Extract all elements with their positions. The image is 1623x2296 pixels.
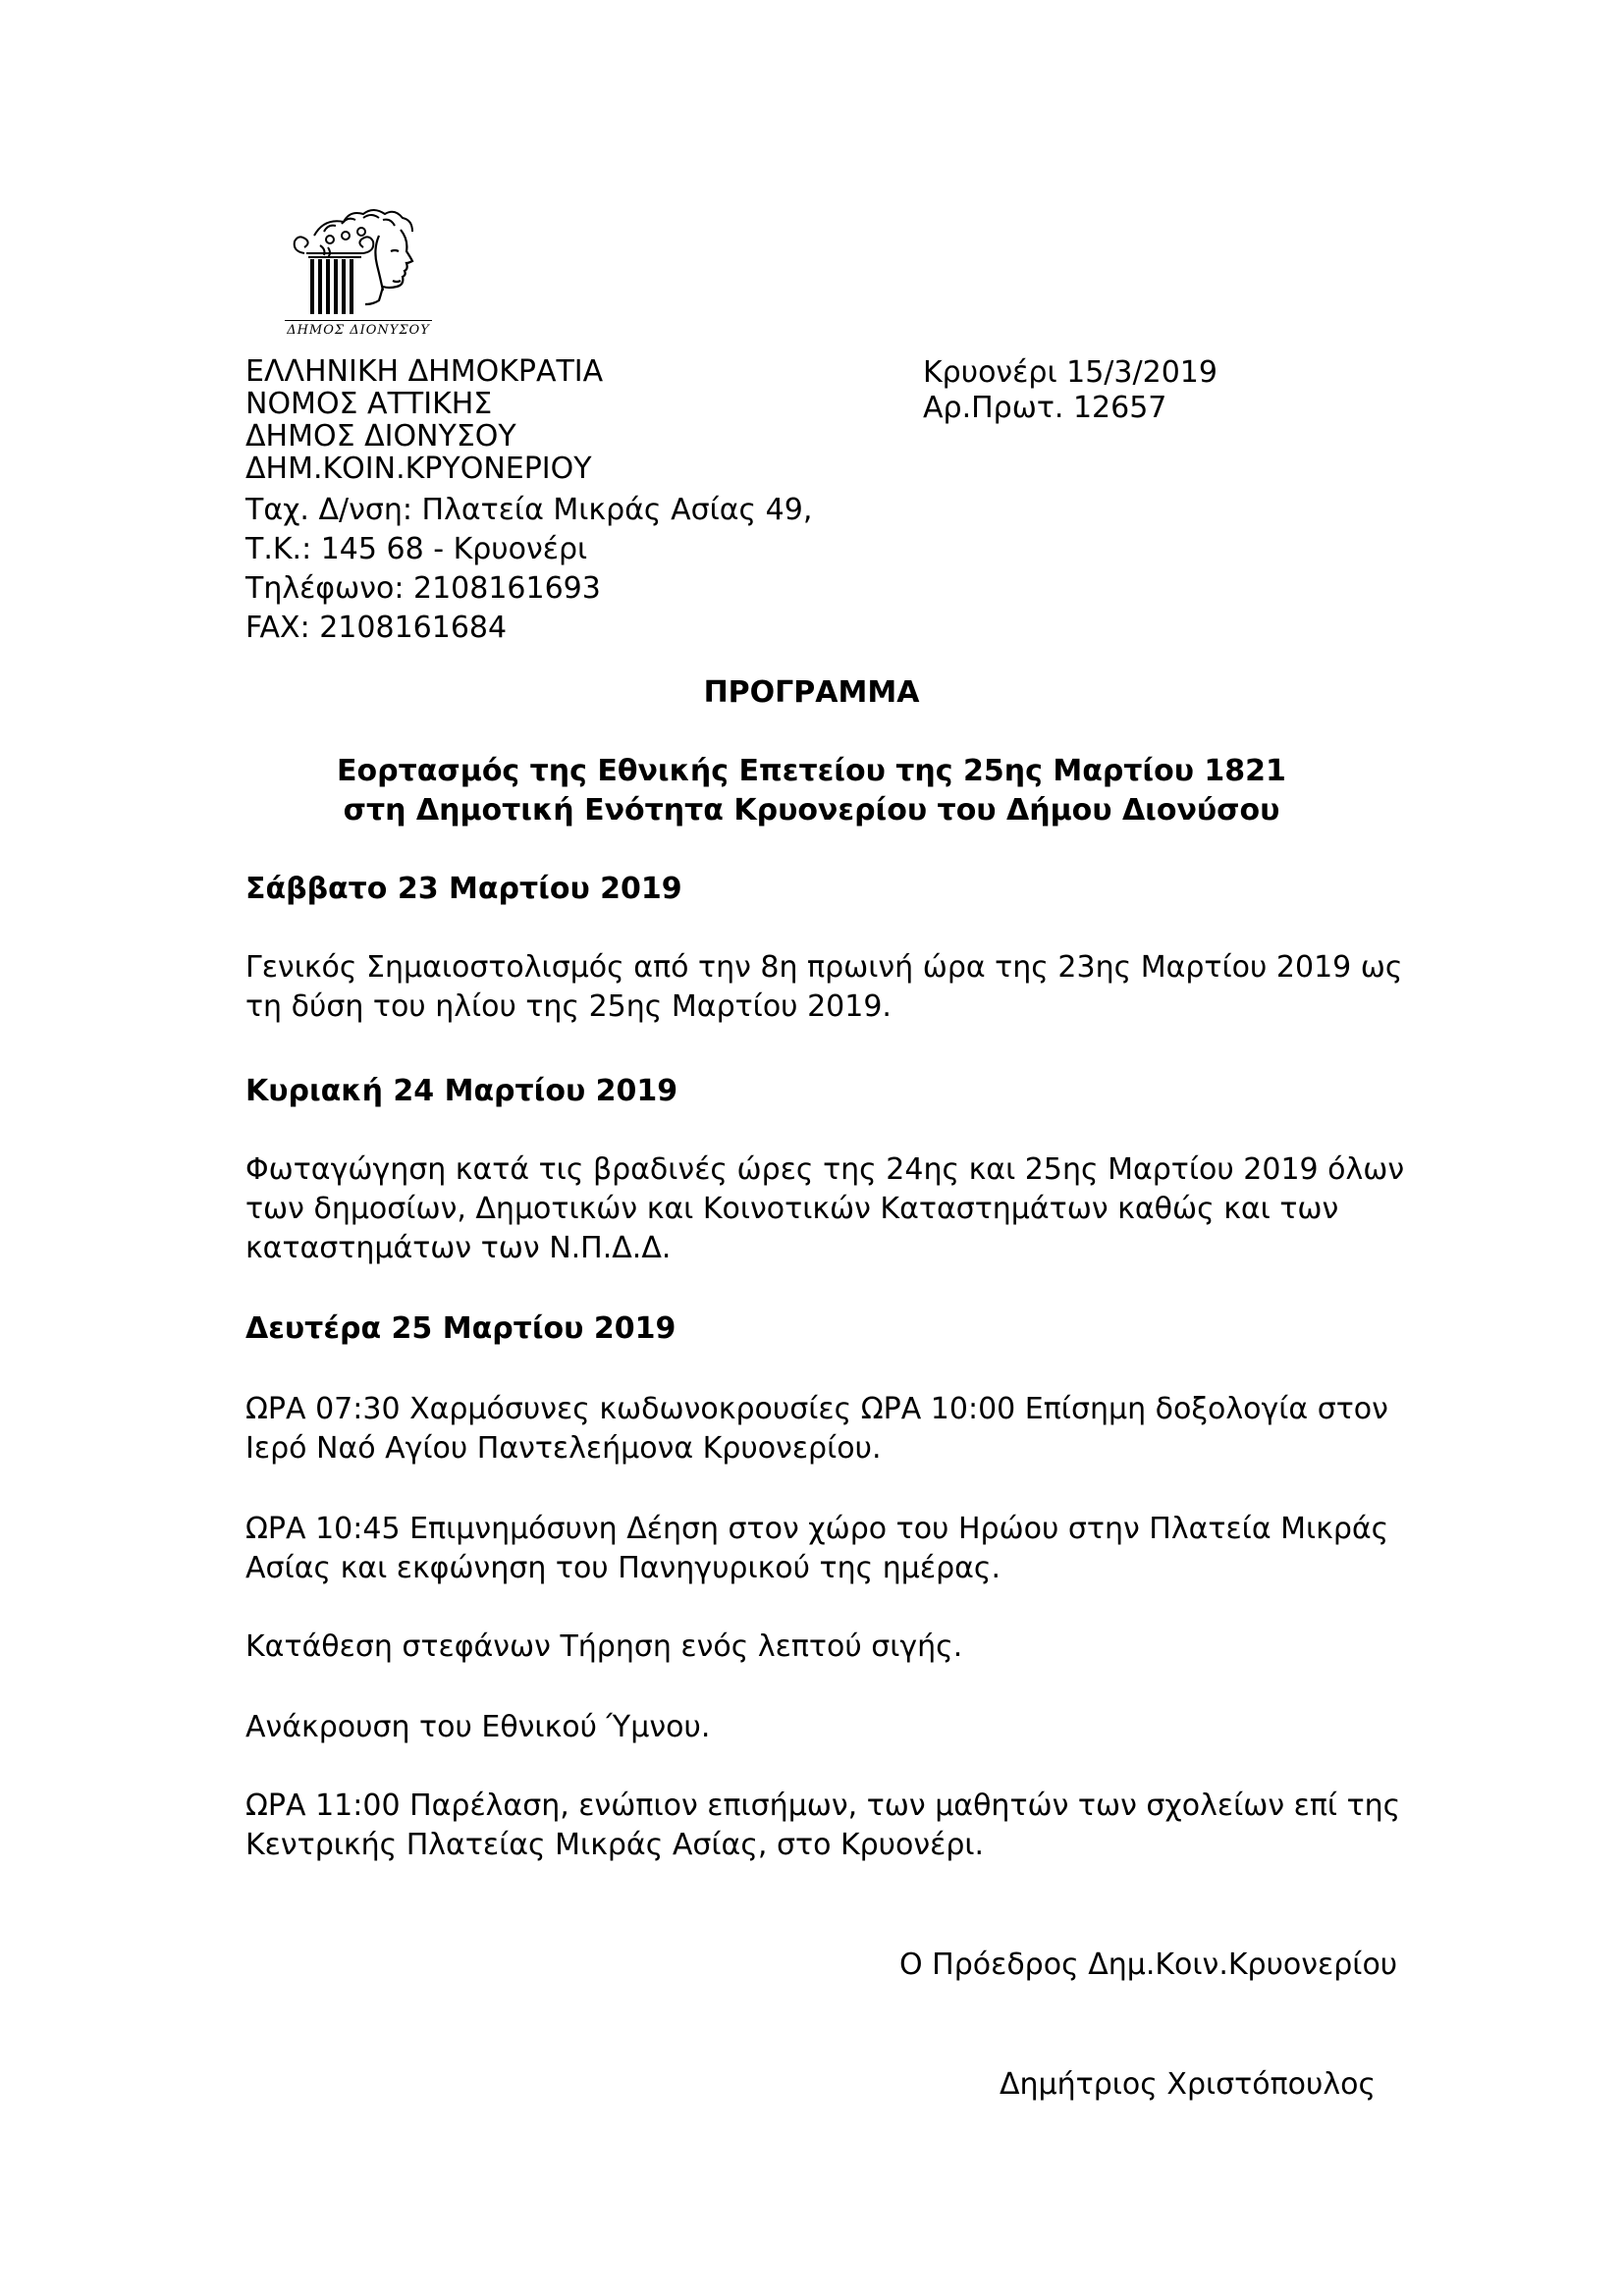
- paragraph-line: Ιερό Ναό Αγίου Παντελεήμονα Κρυονερίου.: [245, 1431, 882, 1466]
- sender-phone: Τηλέφωνο: 2108161693: [245, 571, 601, 606]
- dionysus-head-emblem-icon: [285, 196, 432, 318]
- paragraph-line: Ασίας και εκφώνηση του Πανηγυρικού της ημέρας.: [245, 1551, 1001, 1585]
- subtitle-line-1: Εορτασμός της Εθνικής Επετείου της 25ης Μαρτίου 1821: [337, 754, 1286, 788]
- section-heading-sunday: Κυριακή 24 Μαρτίου 2019: [245, 1074, 678, 1108]
- paragraph-line: ΩΡΑ 07:30 Χαρμόσυνες κωδωνοκρουσίες ΩΡΑ 10:00 Επίσημη δοξολογία στον: [245, 1392, 1388, 1426]
- sender-country: ΕΛΛΗΝΙΚΗ ΔΗΜΟΚΡΑΤΙΑ: [245, 354, 604, 389]
- paragraph-monday-wreaths: Κατάθεση στεφάνων Τήρηση ενός λεπτού σιγής.: [245, 1629, 963, 1664]
- paragraph-saturday: [245, 948, 1403, 1027]
- paragraph-line: Γενικός Σημαιοστολισμός από την 8η πρωινή ώρα της 23ης Μαρτίου 2019 ως: [245, 950, 1403, 985]
- paragraph-line: Κεντρικής Πλατείας Μικράς Ασίας, στο Κρυονέρι.: [245, 1828, 985, 1862]
- sender-block: [245, 355, 812, 648]
- document-date: Κρυονέρι 15/3/2019: [923, 355, 1217, 390]
- subtitle-line-2: στη Δημοτική Ενότητα Κρυονερίου του Δήμου Διονύσου: [343, 793, 1280, 828]
- sender-contact: [245, 491, 812, 648]
- paragraph-line: καταστημάτων των Ν.Π.Δ.Δ.: [245, 1231, 672, 1265]
- paragraph-monday-anthem: Ανάκρουση του Εθνικού Ύμνου.: [245, 1710, 711, 1744]
- sender-postal-code: Τ.Κ.: 145 68 - Κρυονέρι: [245, 532, 588, 566]
- paragraph-line: ΩΡΑ 10:45 Επιμνημόσυνη Δέηση στον χώρο του Ηρώου στην Πλατεία Μικράς: [245, 1512, 1389, 1546]
- sender-address: Ταχ. Δ/νση: Πλατεία Μικράς Ασίας 49,: [245, 493, 813, 527]
- paragraph-line: τη δύση του ηλίου της 25ης Μαρτίου 2019.: [245, 989, 892, 1024]
- document-subtitle: [0, 752, 1623, 830]
- paragraph-monday-morning: [245, 1390, 1388, 1468]
- section-heading-monday: Δευτέρα 25 Μαρτίου 2019: [245, 1311, 676, 1346]
- date-reference-block: [923, 355, 1217, 426]
- paragraph-line: των δημοσίων, Δημοτικών και Κοινοτικών Καταστημάτων καθώς και των: [245, 1192, 1339, 1226]
- paragraph-sunday: [245, 1150, 1404, 1268]
- section-heading-saturday: Σάββατο 23 Μαρτίου 2019: [245, 872, 682, 906]
- sender-community: ΔΗΜ.ΚΟΙΝ.ΚΡΥΟΝΕΡΙΟΥ: [245, 452, 592, 486]
- sender-fax: FAX: 2108161684: [245, 611, 508, 645]
- signature-name: Δημήτριος Χριστόπουλος: [1000, 2067, 1377, 2102]
- sender-prefecture: ΝΟΜΟΣ ΑΤΤΙΚΗΣ: [245, 387, 493, 421]
- paragraph-monday-parade: [245, 1787, 1400, 1865]
- municipality-logo: [285, 196, 432, 344]
- protocol-number: Αρ.Πρωτ. 12657: [923, 391, 1167, 425]
- paragraph-line: ΩΡΑ 11:00 Παρέλαση, ενώπιον επισήμων, των μαθητών των σχολείων επί της: [245, 1789, 1401, 1823]
- document-title: ΠΡΟΓΡΑΜΜΑ: [703, 675, 920, 710]
- paragraph-line: Φωταγώγηση κατά τις βραδινές ώρες της 24ης και 25ης Μαρτίου 2019 όλων: [245, 1152, 1405, 1187]
- signature-role: Ο Πρόεδρος Δημ.Κοιν.Κρυονερίου: [899, 1948, 1398, 1982]
- sender-municipality: ΔΗΜΟΣ ΔΙΟΝΥΣΟΥ: [245, 419, 516, 454]
- logo-caption: ΔΗΜΟΣ ΔΙΟΝΥΣΟΥ: [285, 320, 432, 338]
- paragraph-monday-memorial: [245, 1510, 1388, 1588]
